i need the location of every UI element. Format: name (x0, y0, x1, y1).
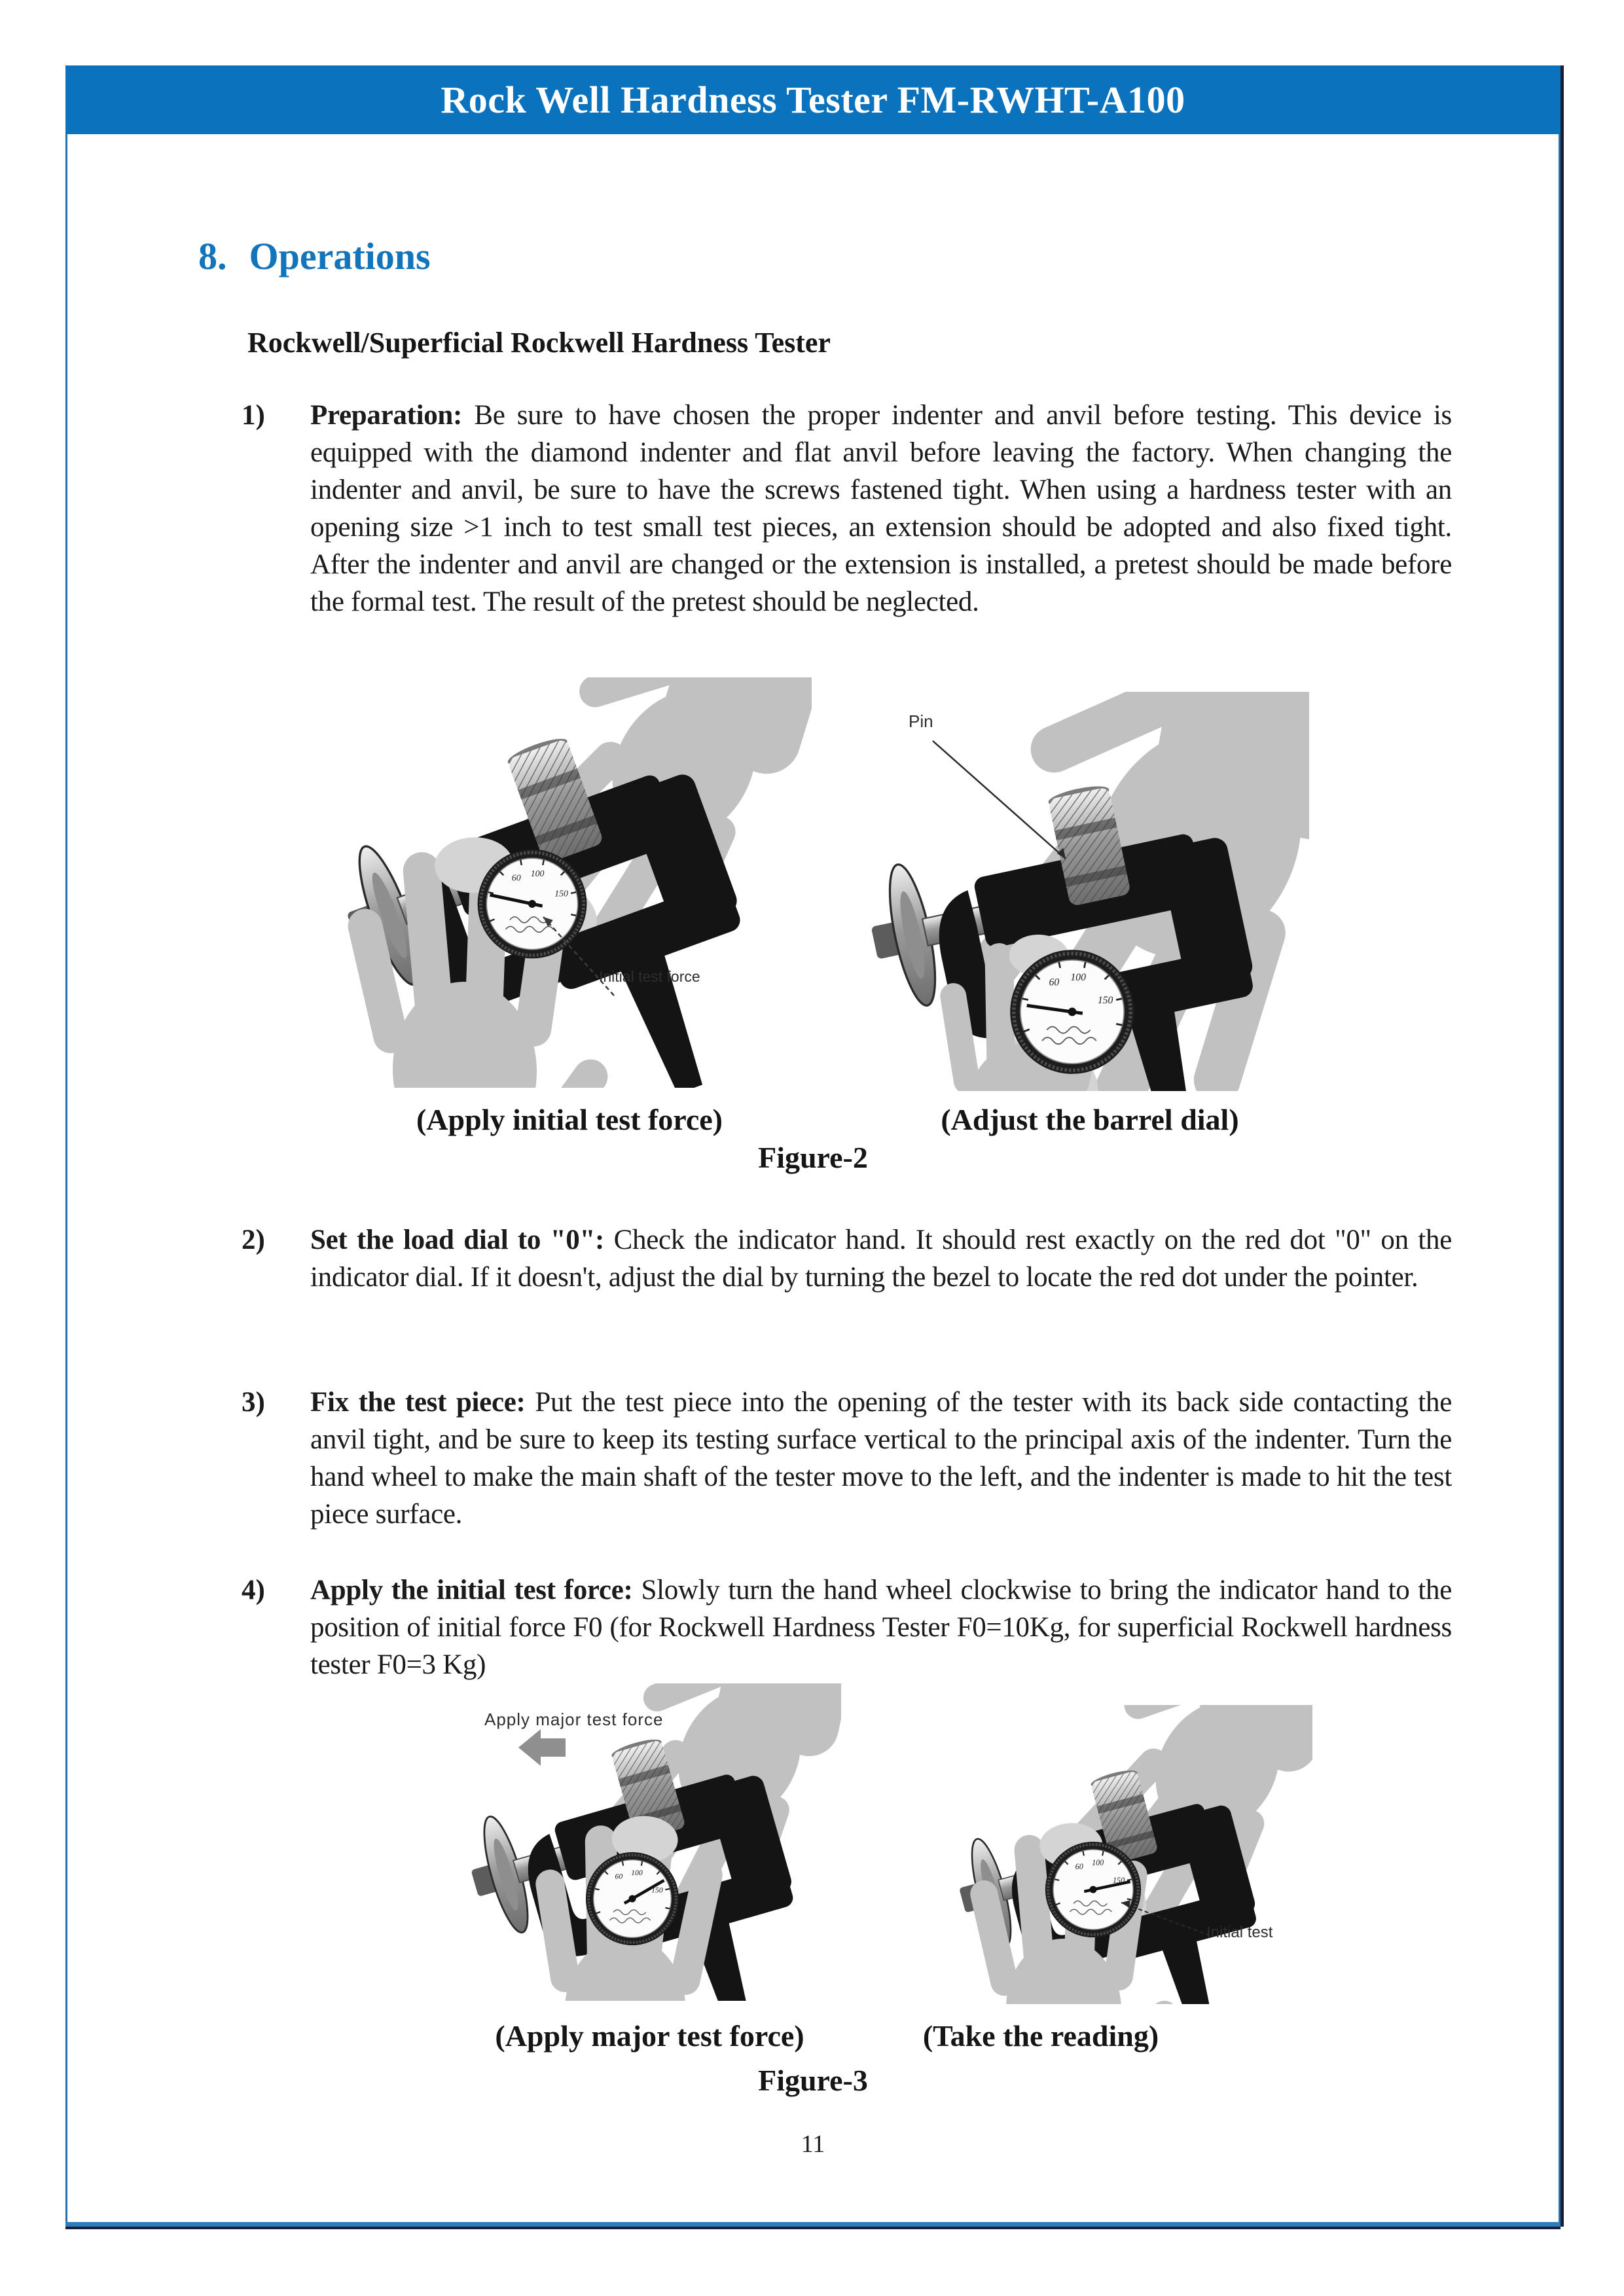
figure3-photo-apply-major-force (458, 1683, 841, 2001)
hardness-tester-illustration (327, 677, 812, 1088)
page-frame (65, 65, 1561, 2227)
annotation-pin: Pin (909, 711, 933, 731)
figure2-photo-adjust-barrel-dial (871, 692, 1309, 1091)
figure3-label: Figure-3 (758, 2064, 868, 2097)
page-number: 11 (801, 2130, 825, 2158)
step-number: 2) (242, 1225, 265, 1255)
figure2-left-caption: (Apply initial test force) (416, 1103, 723, 1136)
figure2-photo-apply-initial-force (327, 677, 812, 1088)
figure3-photo-take-reading (959, 1705, 1312, 2004)
step-lead: Preparation: (310, 400, 463, 431)
figure3-left-caption: (Apply major test force) (495, 2019, 804, 2053)
step-number: 3) (242, 1387, 265, 1418)
section-number: 8. (198, 235, 227, 278)
footer-bar (65, 2222, 1561, 2227)
step-text (310, 397, 1452, 620)
page-header-title: Rock Well Hardness Tester FM-RWHT-A100 (441, 79, 1185, 121)
step-body: Check the indicator hand. It should rest exactly on the red dot "0" on the indicator dial. If it doesn't, adjust the dial by turning the bezel to locate the red dot under the pointer. (310, 1225, 1452, 1293)
section-heading (198, 234, 431, 278)
step-lead: Apply the initial test force: (310, 1575, 633, 1605)
step-text (310, 1571, 1452, 1683)
figure2-right-caption: (Adjust the barrel dial) (941, 1103, 1239, 1136)
major-force-direction-arrow (518, 1729, 566, 1766)
step-body: Slowly turn the hand wheel clockwise to bring the indicator hand to the position of initial force F0 (for Rockwell Hardness Tester F0=10Kg, for superficial Rockwell hardness tester F0=3 Kg) (310, 1575, 1453, 1680)
annotation-initial-test: Initial test (1206, 1924, 1273, 1941)
step-body: Put the test piece into the opening of the tester with its back side contacting the anvil tight, and be sure to keep its testing surface vertical to the principal axis of the indenter. Turn the hand wheel to make the main shaft of the tester move to the left, and the indenter is made to hit the test piece surface. (310, 1387, 1452, 1530)
annotation-initial-test-force: Initial test force (599, 968, 700, 985)
step-number: 4) (242, 1575, 265, 1605)
step-text (310, 1384, 1452, 1533)
figure2-label: Figure-2 (758, 1141, 868, 1174)
subheading: Rockwell/Superficial Rockwell Hardness Tester (247, 327, 831, 359)
step-text (310, 1221, 1452, 1296)
section-title: Operations (249, 235, 431, 278)
step-number: 1) (242, 400, 265, 431)
hardness-tester-illustration (871, 692, 1309, 1091)
step-body: Be sure to have chosen the proper indenter and anvil before testing. This device is equipped with the diamond indenter and flat anvil before leaving the factory. When changing the indenter and anvil, be sure to have the screws fastened tight. When using a hardness tester with an opening size >1 inch to test small test pieces, an extension should be adopted and also fixed tight. After the indenter and anvil are changed or the extension is installed, a pretest should be made before the formal test. The result of the pretest should be neglected. (310, 400, 1452, 617)
hardness-tester-illustration (959, 1705, 1312, 2004)
annotation-apply-major-test-force: Apply major test force (484, 1710, 664, 1729)
step-lead: Set the load dial to "0": (310, 1225, 605, 1255)
header-bar (65, 65, 1561, 134)
hardness-tester-illustration (458, 1683, 841, 2001)
step-lead: Fix the test piece: (310, 1387, 526, 1418)
figure3-right-caption: (Take the reading) (922, 2019, 1159, 2053)
